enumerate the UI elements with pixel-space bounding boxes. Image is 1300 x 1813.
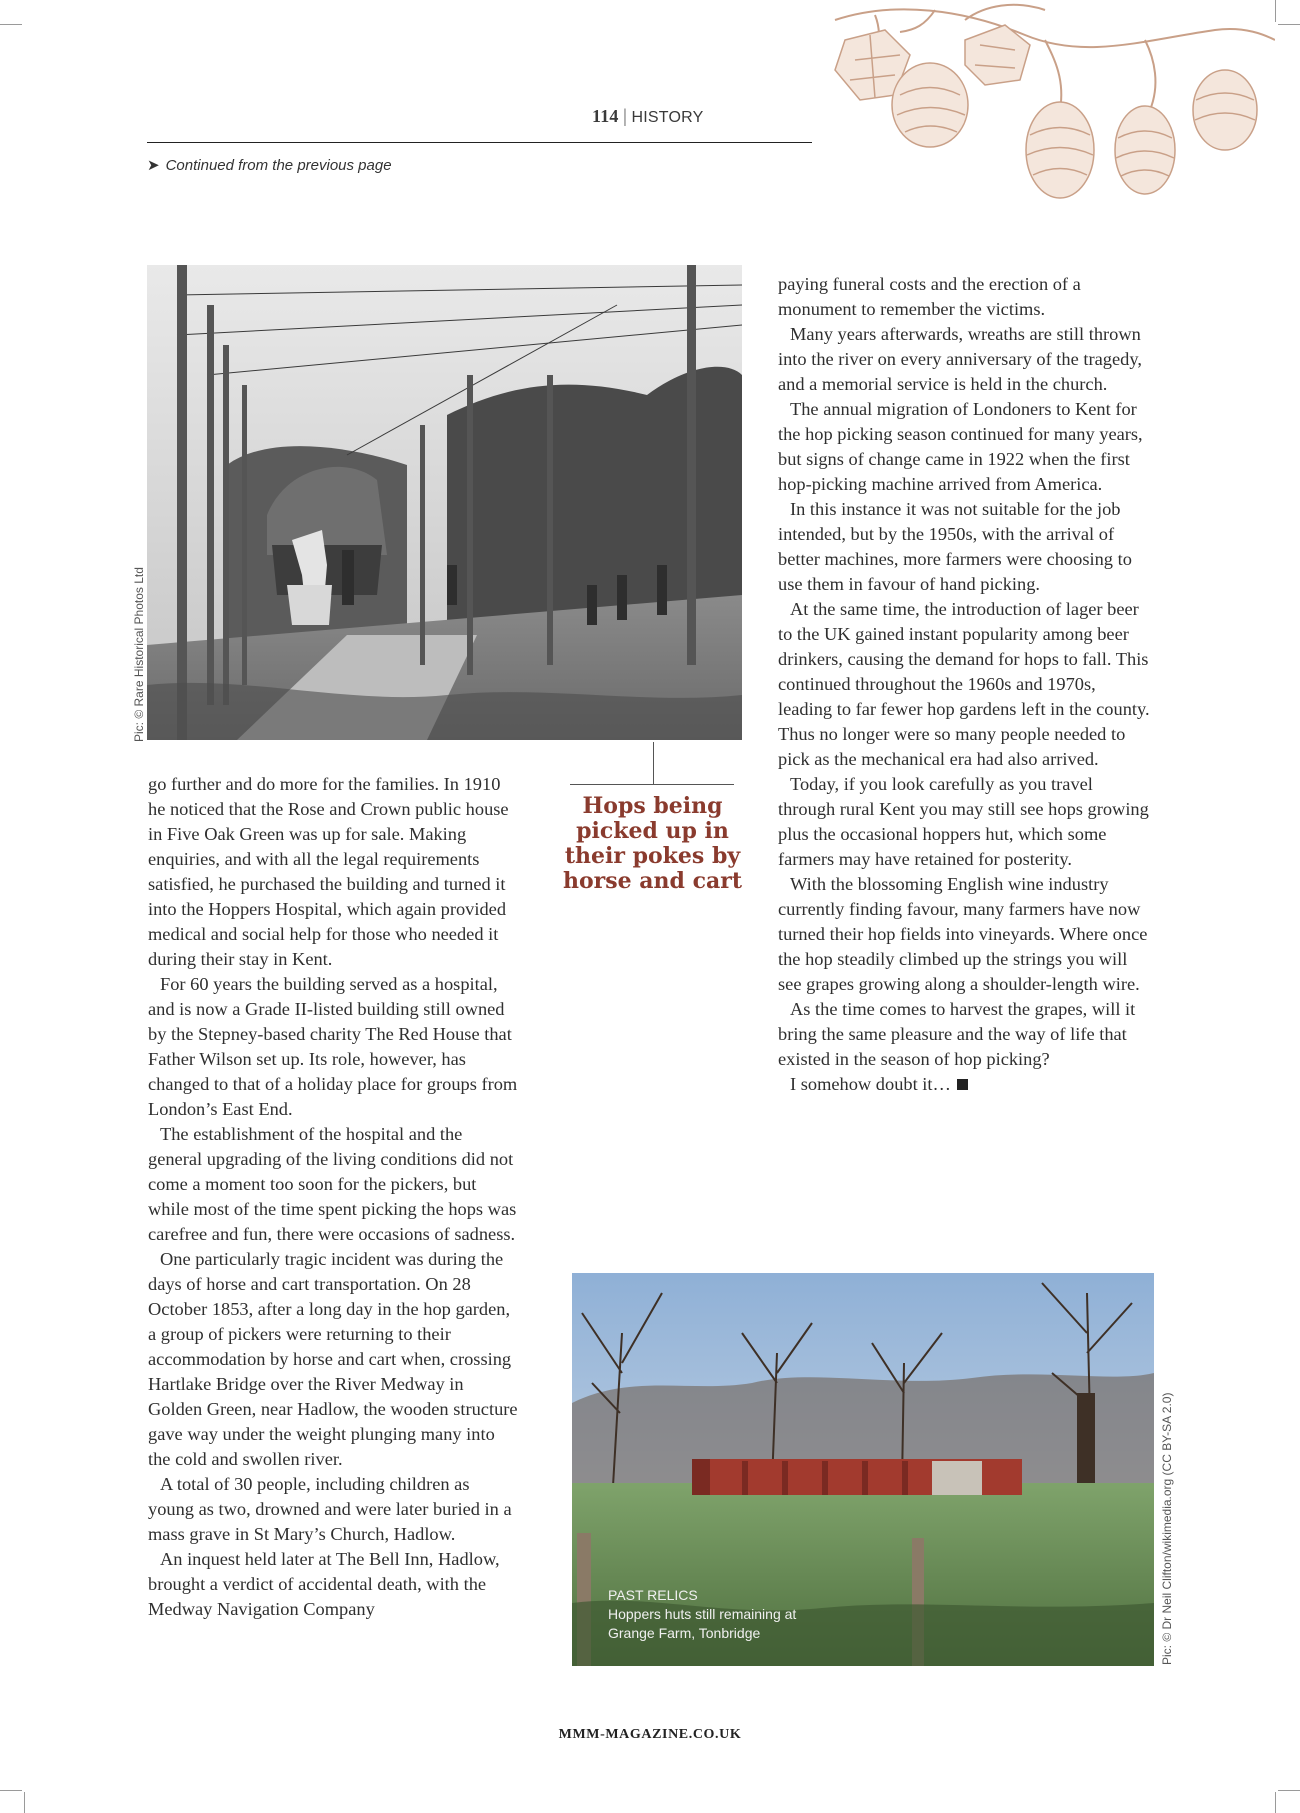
paragraph: go further and do more for the families. In 1910 he noticed that the Rose and Crown public house in Five Oak Green was up for sale. Making enquiries, and with all the legal requirements satisfied, he purchased the building and turned it into the Hoppers Hospital, which again provided medical and social help for those who needed it during their stay in Kent. (148, 774, 509, 969)
page-number: 114 (592, 106, 619, 126)
hop-vine-illustration (815, 0, 1275, 235)
photo-caption: Hops being picked up in their pokes by horse and cart (563, 793, 742, 894)
paragraph: One particularly tragic incident was during the days of horse and cart transportation. On 28 October 1853, after a long day in the hop garden, a group of pickers were returning to their accommodation by horse and cart when, crossing Hartlake Bridge over the River Medway in Golden Green, near Hadlow, the wooden structure gave way under the weight plunging many into the cold and swollen river. (148, 1249, 518, 1469)
header-separator: | (622, 106, 628, 126)
crop-mark (1278, 24, 1300, 25)
closing-paragraph (778, 1072, 1153, 1097)
crop-mark (24, 1792, 25, 1813)
footer-url: MMM-MAGAZINE.CO.UK (558, 1727, 742, 1742)
paragraph: Many years afterwards, wreaths are still thrown into the river on every anniversary of the tragedy, and a memorial service is held in the church. (778, 324, 1142, 394)
caption-line: Grange Farm, Tonbridge (608, 1625, 761, 1641)
photo-credit: Pic: © Rare Historical Photos Ltd (132, 567, 146, 742)
paragraph: The annual migration of Londoners to Kent for the hop picking season continued for many years, but signs of change came in 1922 when the first hop-picking machine arrived from America. (778, 399, 1143, 494)
paragraph: paying funeral costs and the erection of a monument to remember the victims. (778, 274, 1081, 319)
crop-mark (1275, 1792, 1276, 1813)
paragraph: A total of 30 people, including children as young as two, drowned and were later buried in a mass grave in St Mary’s Church, Hadlow. (148, 1474, 512, 1544)
hop-picking-photo (147, 265, 742, 740)
crop-mark (1275, 0, 1276, 22)
crop-mark (1278, 1790, 1300, 1791)
closing-text: I somehow doubt it… (790, 1074, 951, 1094)
callout-line (653, 742, 654, 784)
paragraph: With the blossoming English wine industry currently finding favour, many farmers have now turned their hop fields into vineyards. Where once the hop steadily climbed up the strings you will see grapes growing along a shoulder-length wire. (778, 874, 1148, 994)
paragraph: The establishment of the hospital and the general upgrading of the living conditions did not come a moment too soon for the pickers, but while most of the time spent picking the hops was carefree and fun, there were occasions of sadness. (148, 1124, 517, 1244)
header-rule (147, 142, 812, 143)
end-mark-icon (957, 1079, 968, 1090)
arrow-right-icon: ➤ (147, 157, 160, 174)
caption-title: PAST RELICS (608, 1587, 698, 1603)
paragraph: At the same time, the introduction of lager beer to the UK gained instant popularity among beer drinkers, causing the demand for hops to fall. This continued throughout the 1960s and 1970s, leading to far fewer hop gardens left in the county. Thus no longer were so many people needed to pick as the mechanical era had also arrived. (778, 599, 1150, 769)
page-header (592, 106, 703, 127)
callout-line (570, 784, 734, 785)
paragraph: An inquest held later at The Bell Inn, Hadlow, brought a verdict of accidental death, with the Medway Navigation Company (148, 1549, 500, 1619)
continued-note (147, 156, 392, 174)
section-title: HISTORY (631, 109, 704, 126)
crop-mark (0, 1790, 22, 1791)
paragraph: In this instance it was not suitable for the job intended, but by the 1950s, with the arrival of better machines, more farmers were choosing to use them in favour of hand picking. (778, 499, 1132, 594)
continued-text: Continued from the previous page (165, 157, 392, 174)
paragraph: As the time comes to harvest the grapes, will it bring the same pleasure and the way of life that existed in the season of hop picking? (778, 999, 1136, 1069)
photo-credit: Pic: © Dr Neil Clifton/wikimedia.org (CC BY-SA 2.0) (1160, 1392, 1174, 1665)
caption-line: Hoppers huts still remaining at (608, 1606, 797, 1622)
right-column (778, 272, 1153, 1097)
photo-caption-overlay (608, 1586, 796, 1643)
left-column (148, 772, 520, 1622)
crop-mark (0, 24, 22, 25)
paragraph: Today, if you look carefully as you travel through rural Kent you may still see hops growing plus the occasional hoppers hut, which some farmers may have retained for posterity. (778, 774, 1149, 869)
paragraph: For 60 years the building served as a hospital, and is now a Grade II-listed building still owned by the Stepney-based charity The Red House that Father Wilson set up. Its role, however, has changed to that of a holiday place for groups from London’s East End. (148, 974, 518, 1119)
